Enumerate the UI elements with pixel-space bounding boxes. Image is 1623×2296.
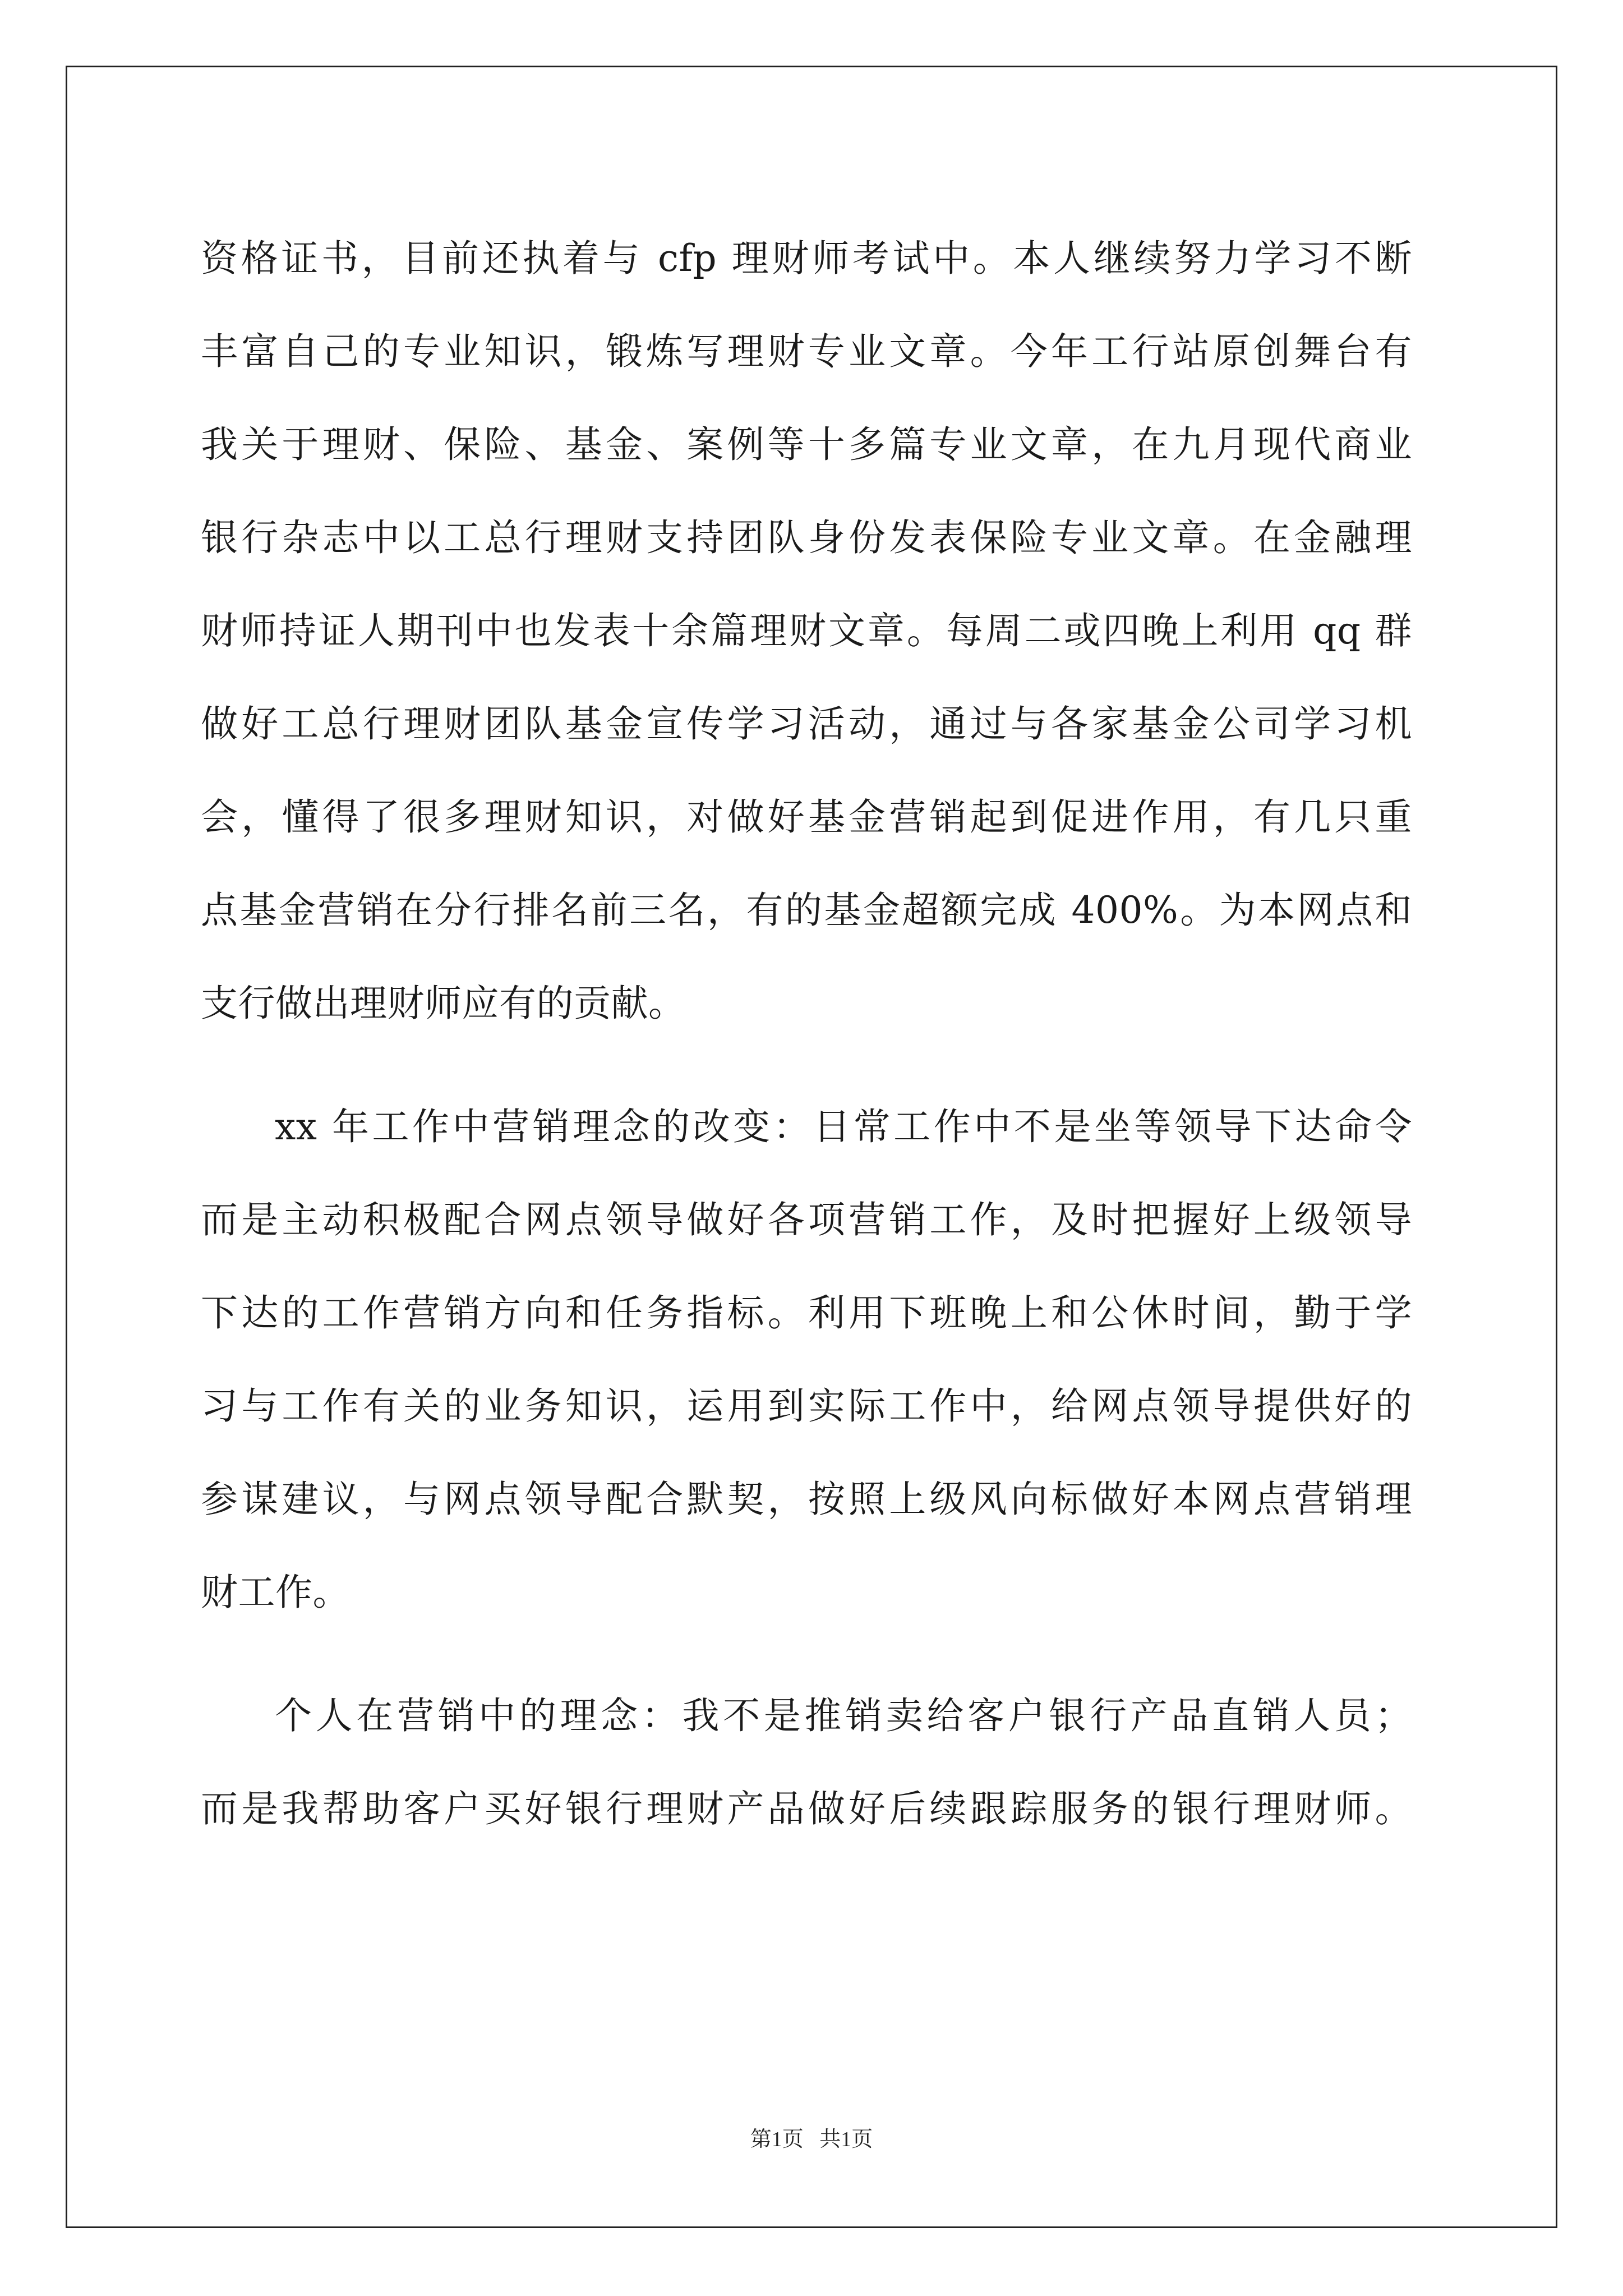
text-line: 下达的工作营销方向和任务指标。利用下班晚上和公休时间，勤于学 xyxy=(201,1291,1412,1335)
text-line: 个人在营销中的理念：我不是推销卖给客户银行产品直销人员； xyxy=(275,1694,1412,1737)
text-line: 支行做出理财师应有的贡献。 xyxy=(201,982,686,1025)
text-line: 资格证书，目前还执着与 cfp 理财师考试中。本人继续努力学习不断 xyxy=(201,237,1412,280)
paragraph-2 xyxy=(201,1080,1412,1639)
document-body xyxy=(201,212,1412,1856)
text-line: 而是我帮助客户买好银行理财产品做好后续跟踪服务的银行理财师。 xyxy=(201,1787,1412,1830)
paragraph-3 xyxy=(201,1669,1412,1856)
text-line: 会，懂得了很多理财知识，对做好基金营销起到促进作用，有几只重 xyxy=(201,795,1412,839)
paragraph-1 xyxy=(201,212,1412,1050)
text-line: 财工作。 xyxy=(201,1571,350,1614)
paragraph-spacing xyxy=(201,1639,1412,1669)
text-line: 习与工作有关的业务知识，运用到实际工作中，给网点领导提供好的 xyxy=(201,1384,1412,1428)
text-line: 参谋建议，与网点领导配合默契，按照上级风向标做好本网点营销理 xyxy=(201,1478,1412,1521)
text-line: 我关于理财、保险、基金、案例等十多篇专业文章，在九月现代商业 xyxy=(201,423,1412,466)
page-footer: 第1页 共1页 xyxy=(750,2128,873,2151)
paragraph-spacing xyxy=(201,1050,1412,1080)
text-line: 而是主动积极配合网点领导做好各项营销工作，及时把握好上级领导 xyxy=(201,1198,1412,1241)
text-line: 丰富自己的专业知识，锻炼写理财专业文章。今年工行站原创舞台有 xyxy=(201,330,1412,373)
text-line: xx 年工作中营销理念的改变：日常工作中不是坐等领导下达命令 xyxy=(275,1105,1412,1148)
text-line: 做好工总行理财团队基金宣传学习活动，通过与各家基金公司学习机 xyxy=(201,702,1412,746)
text-line: 银行杂志中以工总行理财支持团队身份发表保险专业文章。在金融理 xyxy=(201,516,1412,559)
text-line: 财师持证人期刊中也发表十余篇理财文章。每周二或四晚上利用 qq 群 xyxy=(201,609,1412,652)
text-line: 点基金营销在分行排名前三名，有的基金超额完成 400%。为本网点和 xyxy=(201,889,1412,932)
